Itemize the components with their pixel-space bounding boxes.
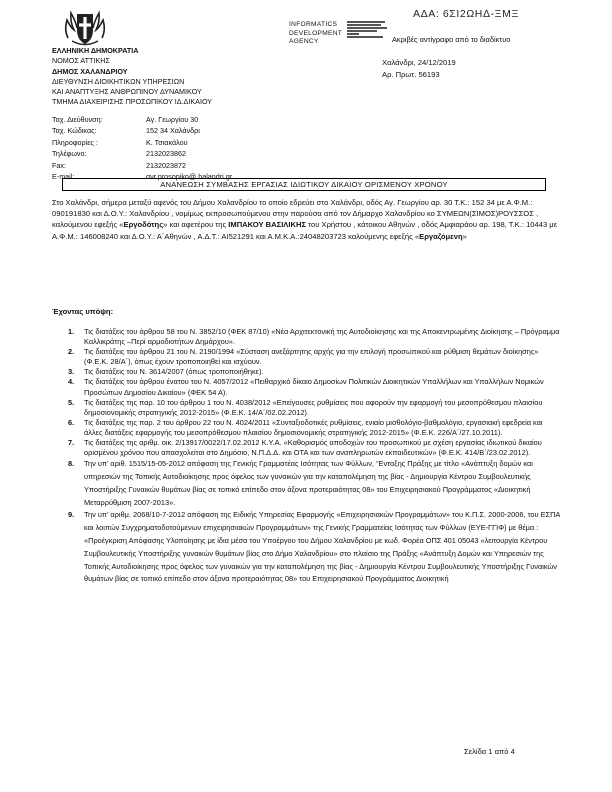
list-item: 1. Τις διατάξεις του άρθρου 58 του Ν. 3852/10 (ΦΕΚ 87/10) «Νέα Αρχιτεκτονική της Αυτοδιοίκησης και της Αποκεντρωμένης Διοίκησης – Πρόγραμμα Καλλικράτης –Περί αρμοδιοτήτων Δημάρχου». [68,327,560,347]
header-line: ΤΜΗΜΑ ΔΙΑΧΕΙΡΙΣΗΣ ΠΡΟΣΩΠΙΚΟΥ ΙΔ.ΔΙΚΑΙΟΥ [52,97,213,107]
diavgeia-logo-text: INFORMATICS DEVELOPMENT AGENCY [289,21,343,46]
list-item: 3. Τις διατάξεις του Ν. 3614/2007 (όπως τροποποιήθηκε). [68,367,264,377]
considerations-list [52,327,560,586]
email-link[interactable]: ανr.prosopiko@ halandri.gr [146,171,233,181]
greek-coat-of-arms-icon [62,8,108,48]
header-line: ΕΛΛΗΝΙΚΗ ΔΗΜΟΚΡΑΤΙΑ [52,46,139,55]
intro-paragraph: Στο Χαλάνδρι, σήμερα μεταξύ αφενός του Δήμου Χαλανδρίου το οποίο εδρεύει στο Χαλάνδρι, οδός Αγ. Γεωργίου αρ. 30 Τ.Κ.: 152 34 με Α.Φ.Μ.: 090191830 και Δ.Ο.Υ.: Χαλανδρίου , νομίμως εκπροσωπούμενου στην παρούσα από τον Δήμαρχο Χαλανδρίου κο ΣΥΜΕΩΝ(ΣΙΜΟΣ)ΡΟΥΣΣΟΣ , καλούμενου εφεξής «Εργοδότης» και αφετέρου της ΙΜΠΑΚΟΥ ΒΑΣΙΛΙΚΗΣ του Χρήστου , κάτοικου Αθηνών , οδός Αμφιαράου αρ. 198, Τ.Κ.: 10443 με Α.Φ.Μ.: 146008240 και Δ.Ο.Υ.: Α΄Αθηνών , Α.Δ.Τ.: ΑΙ521291 και Α.Μ.Κ.Α.:24048203723 καλούμενης εφεξής «Εργαζόμενη» [52,198,558,241]
document-title: ΑΝΑΝΕΩΣΗ ΣΥΜΒΑΣΗΣ ΕΡΓΑΣΙΑΣ ΙΔΙΩΤΙΚΟΥ ΔΙΚΑΙΟΥ ΟΡΙΣΜΕΝΟΥ ΧΡΟΝΟΥ [62,178,546,191]
protocol-number: Αρ. Πρωτ. 56193 [382,70,440,79]
certified-copy-note: Ακριβές αντίγραφο από το διαδίκτυο [392,35,511,44]
ada-code: ΑΔΑ: 6ΣΙ2ΩΗΔ-ΞΜΞ [413,8,519,20]
list-item: 9. Την υπ’ αριθμ. 2068/10-7-2012 απόφαση της Ειδικής Υπηρεσίας Εφαρμογής «Επιχειρησιακών Προγραμμάτων» του Κ.Π.Σ. 2000-2006, του ΕΣΠΑ και λοιπών Συγχρηματοδοτούμενων επιχειρησιακών Προγραμμάτων» της Γενικής Γραμματείας Ισότητας των Φύλλων (ΕΥΕ-ΓΓΙΦ) με θέμα : «Προέγκριση Απόφασης Υλοποίησης με ίδια μέσα του Υποέργου του Δήμου Χαλανδρίου με κωδ. Φορέα ΟΠΣ 401 05043 «λειτουργία Κέντρου Συμβουλευτικής Υποστήριξης γυναικών θυμάτων βίας στο Δήμο Χαλανδρίου» στο πλαίσιο της Πράξης «Ανάπτυξη Δομών και Υπηρεσιών της Τοπικής Αυτοδιοίκησης προς όφελος των γυναικών για την καταπολέμηση της βίας - Δημιουργία Κέντρου Συμβουλευτικής Υποστήριξης Γυναικών θυμάτων βίας σε τοπικό επίπεδο στον άξονα προτεραιότητας 08» του Επιχειρησιακού Προγράμματος Διοικητική [68,510,560,584]
list-item: 5. Τις διατάξεις της παρ. 10 του άρθρου 1 του Ν. 4038/2012 «Επείγουσες ρυθμίσεις που αφορούν την εφαρμογή του μεσοπρόθεσμου πλαισίου δημοσιονομικής στρατηγικής 2012-2015» (Φ.Ε.Κ. 14/Α΄/02.02.2012). [68,397,543,417]
header-line: ΝΟΜΟΣ ΑΤΤΙΚΗΣ [52,56,110,66]
document-date: Χαλάνδρι, 24/12/2019 [382,58,456,67]
list-item: 8. Την υπ’ αριθ. 1515/15-05-2012 απόφαση της Γενικής Γραμματέας Ισότητας των Φύλλων, ‘Ένταξης Πράξης με τίτλο «Ανάπτυξη δομών και υπηρεσιών της Τοπικής Αυτοδιοίκησης προς όφελος των γυναικών για την καταπολέμηση της βίας - Δημιουργία Κέντρου Συμβουλευτικής Υποστήριξης Γυναικών θυμάτων βίας σε τοπικό επίπεδο στον άξονα προτεραιότητας 08» του Επιχειρησιακού Προγράμματος «Διοικητική Μεταρρύθμιση 2007-2013». [68,459,533,507]
issuer-header [52,46,212,108]
diavgeia-logo-small-print [347,20,387,39]
header-line: ΔΙΕΥΘΥΝΣΗ ΔΙΟΙΚΗΤΙΚΩΝ ΥΠΗΡΕΣΙΩΝ [52,76,185,86]
header-line: ΔΗΜΟΣ ΧΑΛΑΝΔΡΙΟΥ [52,66,128,76]
header-line: ΚΑΙ ΑΝΑΠΤΥΞΗΣ ΑΝΘΡΩΠΙΝΟΥ ΔΥΝΑΜΙΚΟΥ [52,87,202,97]
list-item: 2. Τις διατάξεις του άρθρου 21 του Ν. 2190/1994 «Σύσταση ανεξάρτητης αρχής για την επιλογή προσωπικού και ρύθμιση θεμάτων διοίκησης» (Φ.Ε.Κ. 28/Α΄), όπως έχουν τροποποιηθεί και ισχύουν. [68,347,539,367]
considering-heading: Έχοντας υπόψη: [52,307,114,316]
list-item: 6. Τις διατάξεις της παρ. 2 του άρθρου 22 του Ν. 4024/2011 «Συνταξιοδοτικές ρυθμίσεις, ενιαίο μισθολόγιο-βαθμολόγιο, εργασιακή εφεδρεία και άλλες διατάξεις εφαρμογής του μεσοπρόθεσμου πλαισίου δημοσιονομικής στρατηγικής 2012-2015» (Φ.Ε.Κ. 226/Α΄/27.10.2011). [68,417,543,437]
date-protocol-block [382,57,456,81]
page-number: Σελίδα 1 από 4 [464,747,515,756]
list-item: 7. Τις διατάξεις της αριθμ. οικ. 2/13917/0022/17.02.2012 Κ.Υ.Α. «Καθορισμός αποδοχών του προσωπικού με σχέση εργασίας ιδιωτικού δικαίου ορισμένου χρόνου που απασχολείται στο Δημόσιο, Ν.Π.Δ.Δ. και ΟΤΑ και των αναπληρωτών εκπαιδευτικών» (Φ.Ε.Κ. 414/Β΄/23.02.2012). [68,438,542,458]
list-item: 4. Τις διατάξεις του άρθρου ένατου του Ν. 4057/2012 «Πειθαρχικό δίκαιο Δημοσίων Πολιτικών Διοικητικών Υπαλλήλων και Υπαλλήλων Νομικών Προσώπων Δημοσίου Δικαίου» (ΦΕΚ 54 Α). [68,377,544,397]
